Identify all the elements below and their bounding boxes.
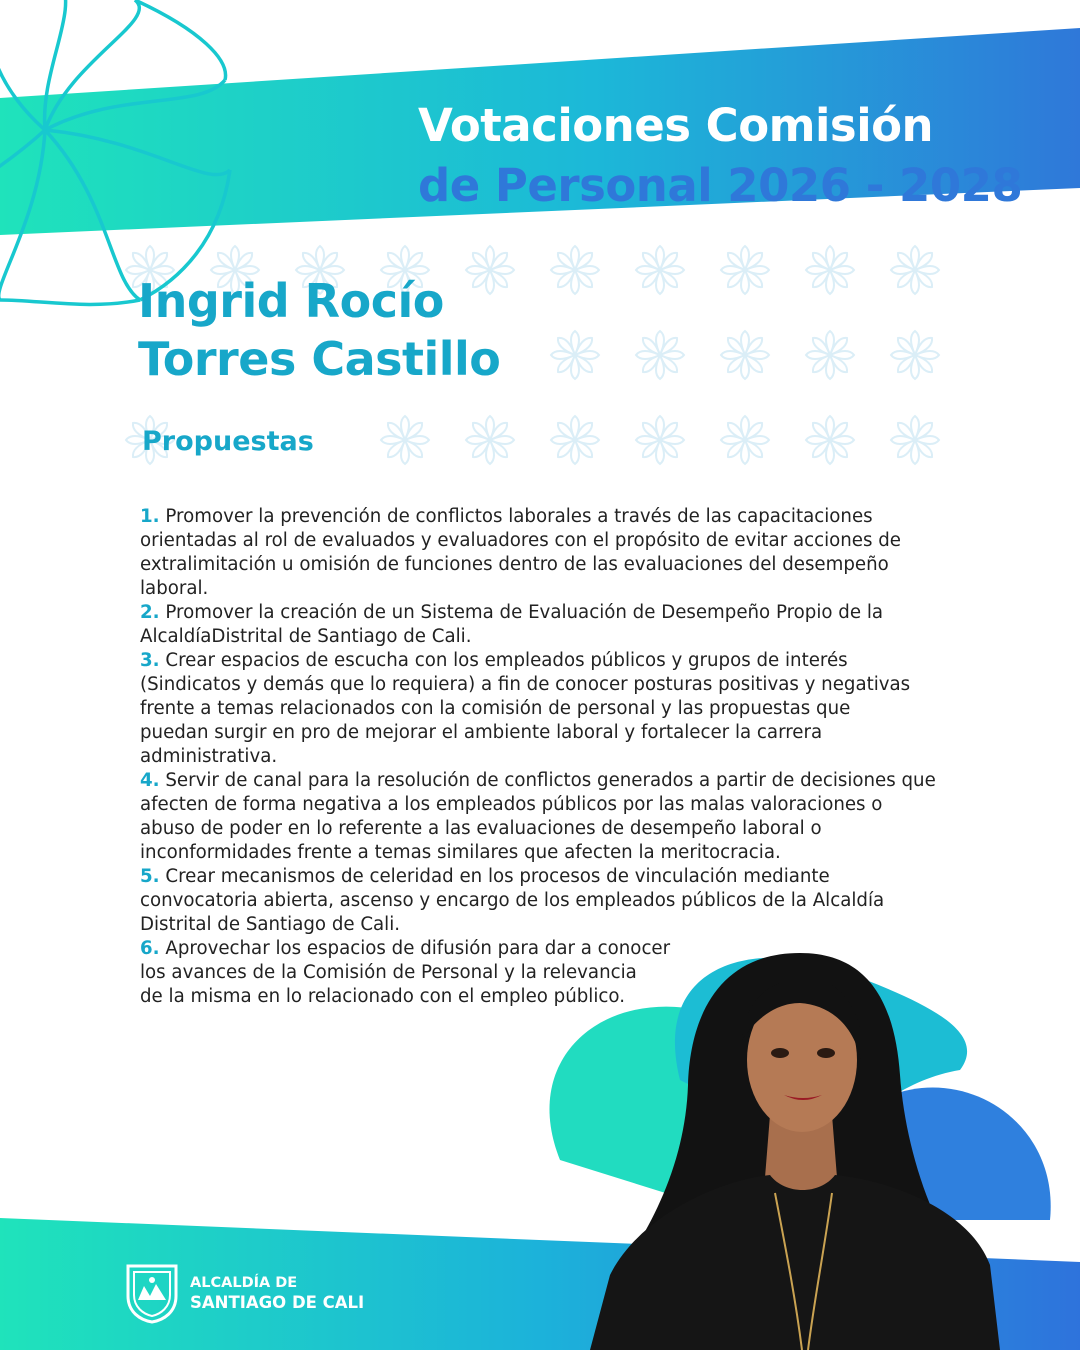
title-line-1: Votaciones Comisión — [418, 99, 934, 152]
proposals-list — [140, 505, 1020, 1009]
proposal-text: Aprovechar los espacios de difusión para dar a conocer los avances de la Comisión de Personal y la relevancia de la misma en lo relacionado con el empleo público. — [140, 938, 671, 1007]
logo-line-1: ALCALDÍA DE — [190, 1275, 298, 1291]
page-title — [418, 96, 1022, 216]
proposal-text: Crear mecanismos de celeridad en los procesos de vinculación mediante convocatoria abierta, ascenso y encargo de los empleados públicos de la Alcaldía Distrital de Santiago de Cali. — [140, 866, 885, 935]
proposal-text: Crear espacios de escucha con los empleados públicos y grupos de interés (Sindicatos y demás que lo requiera) a fin de conocer posturas positivas y negativas frente a temas relacionados con la comisión de personal y las propuestas que puedan surgir en pro de mejorar el ambiente laboral y fortalecer la carrera administrativa. — [140, 650, 911, 767]
proposal-number: 1. — [140, 506, 160, 527]
logo-text — [190, 1274, 364, 1312]
city-coat-of-arms-icon — [124, 1262, 180, 1324]
candidate-last-name: Torres Castillo — [138, 332, 501, 386]
candidate-first-name: Ingrid Rocío — [138, 274, 444, 328]
proposal-number: 2. — [140, 602, 160, 623]
proposal-item — [140, 769, 1020, 865]
alcaldia-logo — [124, 1262, 364, 1324]
proposals-heading: Propuestas — [142, 426, 314, 457]
candidate-photo — [570, 945, 1020, 1350]
proposal-text: Servir de canal para la resolución de conflictos generados a partir de decisiones que afecten de forma negativa a los empleados públicos por las malas valoraciones o abuso de poder en lo referente a las evaluaciones de desempeño laboral o inconformidades frente a temas similares que afecten la meritocracia. — [140, 770, 936, 863]
proposal-item — [140, 505, 1020, 601]
proposal-number: 5. — [140, 866, 160, 887]
proposal-text: Promover la prevención de conflictos laborales a través de las capacitaciones orientadas al rol de evaluados y evaluadores con el propósito de evitar acciones de extralimitación u omisión de funciones dentro de las evaluaciones del desempeño laboral. — [140, 506, 901, 599]
proposal-number: 4. — [140, 770, 160, 791]
proposal-text: Promover la creación de un Sistema de Evaluación de Desempeño Propio de la AlcaldíaDistrital de Santiago de Cali. — [140, 602, 884, 647]
proposal-number: 3. — [140, 650, 160, 671]
candidate-name — [138, 272, 500, 388]
logo-line-2: SANTIAGO DE CALI — [190, 1293, 365, 1312]
title-line-2: de Personal 2026 - 2028 — [418, 159, 1023, 212]
proposal-item — [140, 649, 1020, 769]
proposal-item — [140, 601, 1020, 649]
proposal-item — [140, 865, 1020, 937]
proposal-number: 6. — [140, 938, 160, 959]
